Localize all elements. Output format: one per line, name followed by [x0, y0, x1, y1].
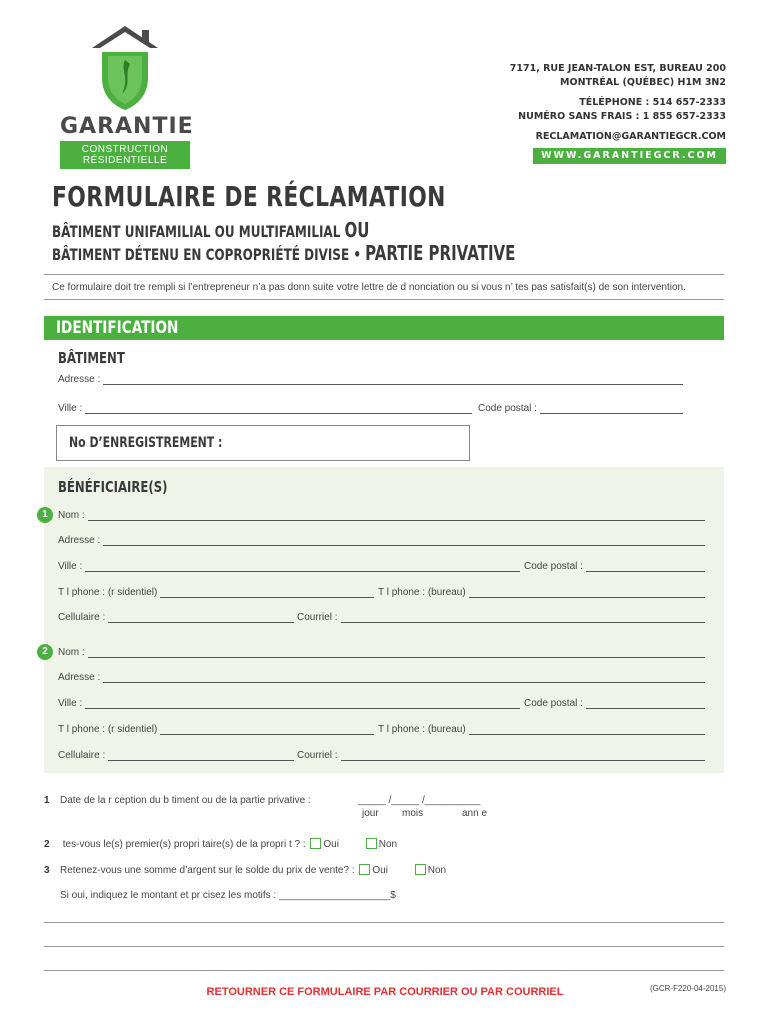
beneficiaire-2-courriel[interactable]: Courriel : — [297, 750, 705, 761]
logo-wordmark: GARANTIE — [60, 114, 194, 139]
email: RECLAMATION@GARANTIEGCR.COM — [535, 131, 726, 142]
registration-number-box[interactable] — [56, 425, 470, 461]
beneficiaire-2-nom[interactable]: Nom : — [58, 647, 705, 658]
date-jour-label: jour — [362, 808, 379, 819]
beneficiaires-heading: BÉNÉFICIAIRE(S) — [58, 478, 168, 496]
logo — [60, 24, 194, 169]
beneficiaire-1-nom[interactable]: Nom : — [58, 510, 705, 521]
intro-text: Ce formulaire doit tre rempli si l’entrepreneur n’a pas donn suite votre lettre de d nonciation ou si vous n’ tes pas satisfait(s) de son intervention. — [44, 274, 724, 300]
beneficiaire-1-adresse[interactable]: Adresse : — [58, 535, 705, 546]
batiment-ville-field[interactable]: Ville : — [58, 403, 472, 414]
website: WWW.GARANTIEGCR.COM — [533, 148, 726, 164]
date-reception-field[interactable]: _____ /_____ /__________ — [358, 795, 481, 806]
beneficiaire-2-number: 2 — [37, 644, 53, 660]
beneficiaire-1-tel-bureau[interactable]: T l phone : (bureau) — [378, 587, 705, 598]
address-line-1: 7171, RUE JEAN-TALON EST, BUREAU 200 — [509, 63, 726, 74]
batiment-heading: BÂTIMENT — [58, 349, 125, 367]
beneficiaire-1-ville[interactable]: Ville : — [58, 561, 520, 572]
q2-oui-checkbox[interactable] — [310, 838, 321, 849]
beneficiaire-2-code-postal[interactable]: Code postal : — [524, 698, 705, 709]
date-annee-label: ann e — [462, 808, 488, 819]
date-mois-label: mois — [402, 808, 424, 819]
beneficiaire-1-courriel[interactable]: Courriel : — [297, 612, 705, 623]
question-2: 2 tes-vous le(s) premier(s) propri taire(s) de la propri t ? : Oui Non — [44, 839, 398, 850]
beneficiaire-2-cellulaire[interactable]: Cellulaire : — [58, 750, 294, 761]
address-line-2: MONTRÉAL (QUÉBEC) H1M 3N2 — [560, 77, 726, 88]
logo-subtitle: CONSTRUCTION RÉSIDENTIELLE — [60, 141, 190, 169]
footer-instruction: RETOURNER CE FORMULAIRE PAR COURRIER OU PAR COURRIEL — [206, 986, 564, 998]
q2-non-checkbox[interactable] — [366, 838, 377, 849]
batiment-code-postal-field[interactable]: Code postal : — [478, 403, 683, 414]
beneficiaire-1-number: 1 — [37, 507, 53, 523]
house-shield-icon — [90, 24, 160, 112]
beneficiaire-2-tel-res[interactable]: T l phone : (r sidentiel) — [58, 724, 374, 735]
q3-non-checkbox[interactable] — [415, 864, 426, 875]
form-code: (GCR-F220-04-2015) — [649, 984, 726, 993]
motifs-line-2[interactable] — [44, 946, 724, 947]
motifs-line-3[interactable] — [44, 970, 724, 971]
q3-oui-checkbox[interactable] — [359, 864, 370, 875]
beneficiaire-1-cellulaire[interactable]: Cellulaire : — [58, 612, 294, 623]
contact-block — [510, 62, 726, 164]
toll-free: NUMÉRO SANS FRAIS : 1 855 657-2333 — [518, 111, 726, 122]
phone: TÉLÉPHONE : 514 657-2333 — [579, 97, 726, 108]
beneficiaire-2-ville[interactable]: Ville : — [58, 698, 520, 709]
beneficiaire-2-tel-bureau[interactable]: T l phone : (bureau) — [378, 724, 705, 735]
question-1: 1 Date de la r ception du b timent ou de la partie privative : — [44, 795, 311, 806]
beneficiaire-2-adresse[interactable]: Adresse : — [58, 672, 705, 683]
subtitle-2: BÂTIMENT DÉTENU EN COPROPRIÉTÉ DIVISE • PARTIE PRIVATIVE — [52, 241, 516, 265]
beneficiaire-1-code-postal[interactable]: Code postal : — [524, 561, 705, 572]
montant-field[interactable]: Si oui, indiquez le montant et pr cisez les motifs : ____________________$ — [60, 890, 396, 901]
registration-label: No D’ENREGISTREMENT : — [69, 435, 223, 451]
question-3: 3 Retenez-vous une somme d’argent sur le solde du prix de vente? : Oui Non — [44, 865, 447, 876]
batiment-adresse-field[interactable]: Adresse : — [58, 374, 683, 385]
identification-header: IDENTIFICATION — [44, 316, 724, 340]
beneficiaire-1-tel-res[interactable]: T l phone : (r sidentiel) — [58, 587, 374, 598]
subtitle-1: BÂTIMENT UNIFAMILIAL OU MULTIFAMILIAL OU — [52, 218, 370, 242]
motifs-line-1[interactable] — [44, 922, 724, 923]
page-title: FORMULAIRE DE RÉCLAMATION — [52, 180, 446, 213]
